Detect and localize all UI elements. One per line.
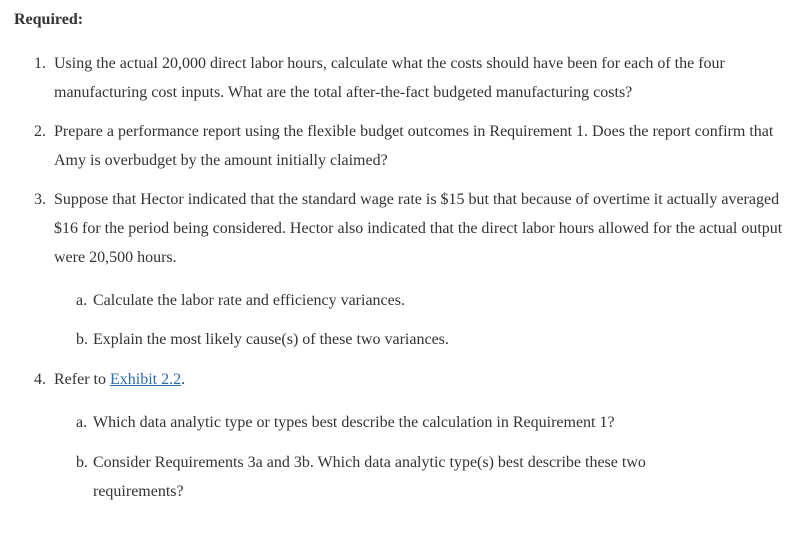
requirement-text — [54, 365, 784, 394]
requirement-3 — [34, 185, 784, 272]
requirement-4-suffix: . — [181, 371, 186, 388]
requirement-4-prefix: Refer to — [54, 371, 110, 388]
requirement-number: 4. — [34, 371, 46, 388]
requirement-text: Suppose that Hector indicated that the standard wage rate is $15 but that because of overtime it actually averaged $16 for the period being considered. Hector also indicated that the direct labor hours allowed for the actual output were 20,500 hours. — [54, 191, 783, 266]
requirement-number: 3. — [34, 191, 46, 208]
sub-requirement-letter: b. — [76, 454, 88, 471]
sub-requirement-letter: b. — [76, 331, 88, 348]
exhibit-2-2-link[interactable]: Exhibit 2.2 — [109, 371, 182, 388]
requirement-text: Prepare a performance report using the flexible budget outcomes in Requirement 1. Does the report confirm that Amy is overbudget by the amount initially claimed? — [54, 123, 774, 169]
sub-requirement-letter: a. — [76, 292, 88, 309]
requirement-number: 2. — [34, 123, 46, 140]
requirement-4a — [76, 408, 776, 437]
requirement-text: Using the actual 20,000 direct labor hours, calculate what the costs should have been for each of the four manufacturing cost inputs. What are the total after-the-fact budgeted manufacturing costs? — [54, 55, 725, 101]
requirement-4 — [34, 365, 784, 394]
sub-requirement-letter: a. — [76, 414, 88, 431]
required-heading: Required: — [14, 11, 84, 28]
requirement-1 — [34, 49, 784, 107]
sub-requirement-text: Which data analytic type or types best describe the calculation in Requirement 1? — [93, 414, 615, 431]
sub-requirement-text: Explain the most likely cause(s) of these two variances. — [93, 331, 449, 348]
sub-requirement-text: Calculate the labor rate and efficiency variances. — [93, 292, 405, 309]
sub-requirement-text: Consider Requirements 3a and 3b. Which data analytic type(s) best describe these two requirements? — [93, 454, 646, 500]
requirement-3b — [76, 325, 776, 354]
requirement-number: 1. — [34, 55, 46, 72]
requirement-2 — [34, 117, 784, 175]
requirement-3a — [76, 286, 776, 315]
requirement-4b — [76, 448, 736, 506]
